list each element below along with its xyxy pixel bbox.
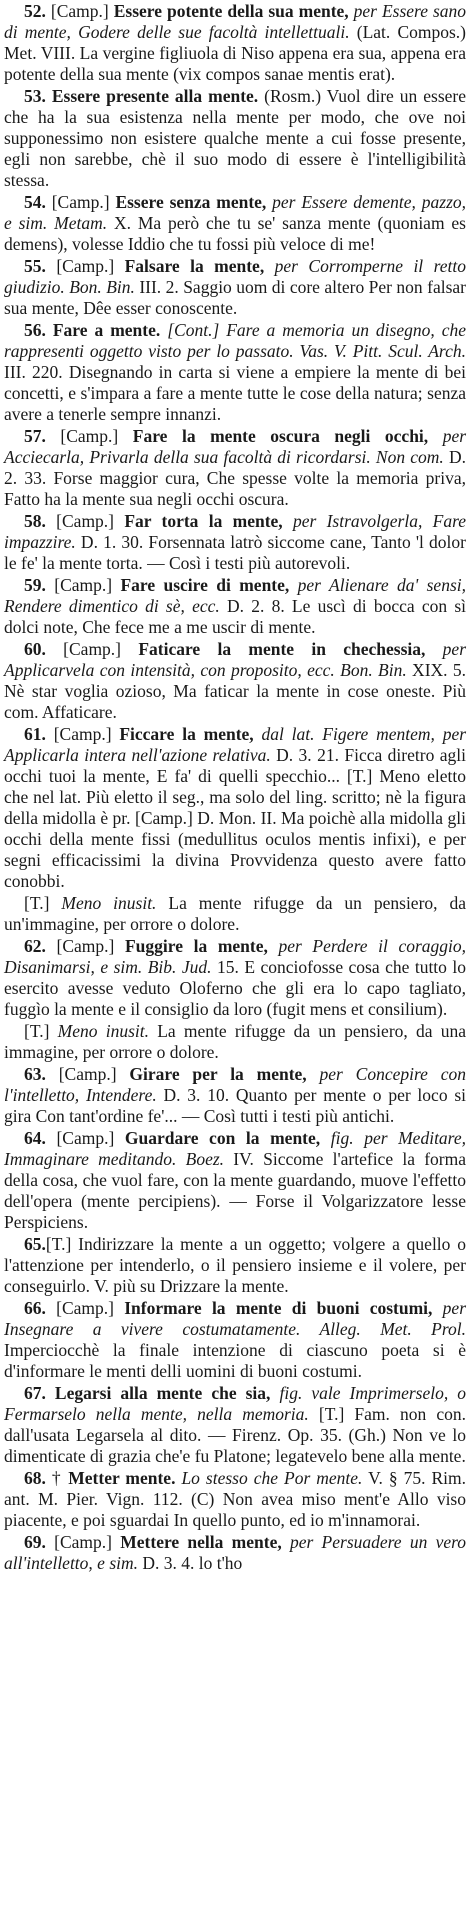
entry-source-tag: [Camp.]	[56, 256, 115, 276]
entry-headword: Far torta la mente,	[124, 511, 283, 531]
entry-citation: D. 3. 21. Ficca diretro agli occhi tuoi la mente, E fa' di quelli specchio... [T.] Meno eletto che nel lat. Più eletto il seg., ma solo del ling. scritto; nè la figura della midolla è pr. [Camp.] D. Mon. II. Ma poichè alla midolla gli occhi della mente fissi (medullitus oculos mentis infixi), e per segni efficacissimi la divina Provvidenza questo avere fatto conobbi.	[4, 745, 466, 891]
entry-definition: fig. vale Imprimerselo, o Fermarselo nella mente, nella memoria.	[4, 1383, 467, 1424]
entry-number: 52.	[24, 1, 46, 21]
dictionary-entry	[4, 320, 466, 425]
entry-number: 64.	[24, 1128, 46, 1148]
entry-headword: Essere presente alla mente.	[51, 86, 259, 106]
entry-citation: D. 3. 10. Quanto per mente o per loco si gira Con tant'ordine fe'... — Così tutti i testi più antichi.	[4, 1085, 467, 1126]
entry-citation: D. 2. 8. Le uscì di bocca con sì dolci note, Che fece me a me uscir di mente.	[4, 596, 467, 637]
entry-source-tag: [Camp.]	[53, 724, 112, 744]
entry-number: 53.	[24, 86, 46, 106]
entry-number: 57.	[24, 426, 46, 446]
dictionary-entry	[4, 256, 466, 319]
entry-source-tag: [Camp.]	[56, 1128, 115, 1148]
dictionary-entry	[4, 426, 466, 510]
entry-number: 54.	[24, 192, 46, 212]
entry-headword: Faticare la mente in chechessia,	[138, 639, 426, 659]
entry-definition: [Cont.] Fare a memoria un disegno, che rappresenti oggetto visto per lo passato. Vas. V. Pitt. Scul. Arch.	[4, 320, 466, 361]
entry-definition: per Istravolgerla, Fare impazzire.	[4, 511, 467, 552]
entry-citation: X. Ma però che tu se' sanza mente (quoniam es demens), volesse Iddio che tu fossi più veloce di me!	[4, 213, 466, 254]
entry-source-tag: [Camp.]	[63, 639, 122, 659]
entry-number: 65.	[24, 1234, 46, 1254]
entry-headword: Essere potente della sua mente,	[113, 1, 349, 21]
dictionary-entry	[4, 511, 466, 574]
dictionary-entry	[4, 1, 466, 85]
dictionary-entry	[4, 1128, 466, 1233]
entry-source-tag: [Camp.]	[56, 1298, 114, 1318]
entry-citation: D. 1. 30. Forsennata latrò siccome cane, Tanto 'l dolor le fe' la mente torta. — Così i testi più autorevoli.	[4, 532, 466, 573]
dictionary-entry	[4, 1468, 466, 1531]
entry-headword: Informare la mente di buoni costumi,	[124, 1298, 433, 1318]
entry-definition: per Essere sano di mente, Godere delle sue facoltà intellettuali.	[4, 1, 467, 42]
entry-citation: Indirizzare la mente a un oggetto; volgere a quello o l'attenzione per intenderlo, o il pensiero insieme e il volere, per conseguirlo. V. più su Drizzare la mente.	[4, 1234, 466, 1296]
entry-definition: per Acciecarla, Privarla della sua facoltà di ricordarsi. Non com.	[4, 426, 467, 467]
dictionary-entry	[4, 1021, 466, 1063]
dictionary-entry	[4, 936, 466, 1020]
entry-headword: Essere senza mente,	[115, 192, 267, 212]
dictionary-entry	[4, 724, 466, 892]
entry-number: 69.	[24, 1532, 46, 1552]
dictionary-entry	[4, 575, 466, 638]
entry-source-tag: [T.]	[45, 1234, 72, 1254]
entry-definition: Meno inusit.	[49, 893, 157, 913]
entry-headword: Legarsi alla mente che sia,	[54, 1383, 271, 1403]
dictionary-entry	[4, 1234, 466, 1297]
entry-headword: Ficcare la mente,	[119, 724, 254, 744]
entry-citation: III. 220. Disegnando in carta si viene a empiere la mente di bei concetti, e s'impara a fare a mente tutte le cose della natura; senza avere a tenerle sempre innanzi.	[4, 362, 466, 424]
entry-headword: Fare uscire di mente,	[120, 575, 290, 595]
entry-citation: 15. E conciofosse cosa che tutto lo esercito avesse veduto Oloferno che gli era lo capo tagliato, fuggìo la mente e il consiglio da loro (fugit mens et consilium).	[4, 957, 466, 1019]
entry-definition: Meno inusit.	[49, 1021, 149, 1041]
entry-source-tag: [Camp.]	[54, 1532, 112, 1552]
entry-definition: per Applicarvela con intensità, con proposito, ecc. Bon. Bin.	[4, 639, 467, 680]
entry-citation: Imperciocchè la finale intenzione di ciascuno poeta si è d'informare le menti delli uomini di buoni costumi.	[4, 1340, 466, 1381]
entry-citation: III. 2. Saggio uom di core altero Per non falsar sua mente, Dêe esser conoscente.	[4, 277, 466, 318]
entry-headword: Fuggire la mente,	[124, 936, 268, 956]
entry-headword: Fare a mente.	[52, 320, 161, 340]
entry-source-tag: [Camp.]	[60, 426, 119, 446]
entry-number: 63.	[24, 1064, 46, 1084]
entry-source-tag: †	[51, 1468, 63, 1488]
entry-source-tag: [Camp.]	[58, 1064, 117, 1084]
dictionary-entry	[4, 1532, 466, 1574]
entry-number: 68.	[24, 1468, 46, 1488]
dictionary-entry	[4, 1383, 466, 1467]
dictionary-entry	[4, 192, 466, 255]
entry-citation: La mente rifugge da un pensiero, da un'immagine, per orrore o dolore.	[4, 893, 466, 934]
entry-definition: fig. per Meditare, Immaginare meditando. Boez.	[4, 1128, 466, 1169]
entry-source-tag: [Camp.]	[56, 511, 115, 531]
entry-number: 55.	[24, 256, 46, 276]
entry-number: 58.	[24, 511, 46, 531]
entry-source-tag: [T.]	[24, 1021, 50, 1041]
dictionary-entry	[4, 893, 466, 935]
entry-source-tag: [Camp.]	[51, 192, 110, 212]
entry-citation: XIX. 5. Nè star voglia ozioso, Ma faticar la mente in cose oneste. Più com. Affaticare.	[4, 660, 467, 722]
dictionary-entry	[4, 1064, 466, 1127]
entry-headword: Mettere nella mente,	[120, 1532, 282, 1552]
entry-source-tag: [Camp.]	[56, 936, 115, 956]
entry-number: 60.	[24, 639, 46, 659]
dictionary-entry	[4, 86, 466, 191]
entry-headword: Falsare la mente,	[124, 256, 265, 276]
entry-headword: Metter mente.	[68, 1468, 176, 1488]
entry-definition: per Perdere il coraggio, Disanimarsi, e sim. Bib. Jud.	[4, 936, 467, 977]
entry-number: 56.	[24, 320, 46, 340]
entry-definition: per Essere demente, pazzo, e sim. Metam.	[4, 192, 466, 233]
entry-headword: Guardare con la mente,	[124, 1128, 321, 1148]
entry-number: 62.	[24, 936, 46, 956]
entry-number: 59.	[24, 575, 46, 595]
entry-citation: V. § 75. Rim. ant. M. Pier. Vign. 112. (C) Non avea miso ment'e Allo viso piacente, e poi sguardai In quello punto, ed io m'innamorai.	[4, 1468, 466, 1530]
dictionary-entry	[4, 639, 466, 723]
entry-headword: Girare per la mente,	[129, 1064, 307, 1084]
entry-citation: D. 2. 33. Forse maggior cura, Che spesse volte la memoria priva, Fatto ha la mente sua negli occhi oscura.	[4, 447, 467, 509]
entry-citation: (Lat. Compos.) Met. VIII. La vergine figliuola di Niso appena era sua, appena era potente della sua mente (vix compos sanae mentis erat).	[4, 22, 466, 84]
entry-definition: per Corromperne il retto giudizio. Bon. Bin.	[4, 256, 467, 297]
entry-definition: dal lat. Figere mentem, per Applicarla intera nell'azione relativa.	[4, 724, 467, 765]
entry-source-tag: [Camp.]	[54, 575, 113, 595]
entry-number: 67.	[24, 1383, 46, 1403]
entry-definition: per Concepire con l'intelletto, Intendere.	[4, 1064, 467, 1105]
entry-source-tag: [T.]	[24, 893, 50, 913]
entry-source-tag: [Camp.]	[50, 1, 109, 21]
entry-citation: La mente rifugge da un pensiero, da una immagine, per orrore o dolore.	[4, 1021, 466, 1062]
entry-citation: IV. Siccome l'artefice la forma della cosa, che vuol fare, con la mente guardando, muove l'effetto dell'opera (mente percipiens). — Forse il Volgarizzatore lesse Perspiciens.	[4, 1149, 466, 1232]
entry-definition: per Persuadere un vero all'intelletto, e sim.	[4, 1532, 467, 1573]
entry-citation: [T.] Fam. non con. dall'usata Legarsela al dito. — Firenz. Op. 35. (Gh.) Non ve lo dimenticate di grazia che'e fu Platone; legatevelo bene alla mente.	[4, 1404, 466, 1466]
dictionary-entry	[4, 1298, 466, 1382]
entry-definition: Lo stesso che Por mente.	[175, 1468, 363, 1488]
entry-headword: Fare la mente oscura negli occhi,	[132, 426, 429, 446]
entry-citation: (Rosm.) Vuol dire un essere che ha la sua esistenza nella mente per modo, che ove noi supponessimo non esistere qualche mente a cui fosse presente, egli non sarebbe, chè il suo modo di essere è l'intelligibilità stessa.	[4, 86, 467, 190]
entry-definition: per Insegnare a vivere costumatamente. Alleg. Met. Prol.	[4, 1298, 466, 1339]
entry-number: 66.	[24, 1298, 46, 1318]
entry-citation: D. 3. 4. lo t'ho	[138, 1553, 243, 1573]
entry-definition: per Alienare da' sensi, Rendere dimentico di sè, ecc.	[4, 575, 466, 616]
entry-number: 61.	[24, 724, 46, 744]
